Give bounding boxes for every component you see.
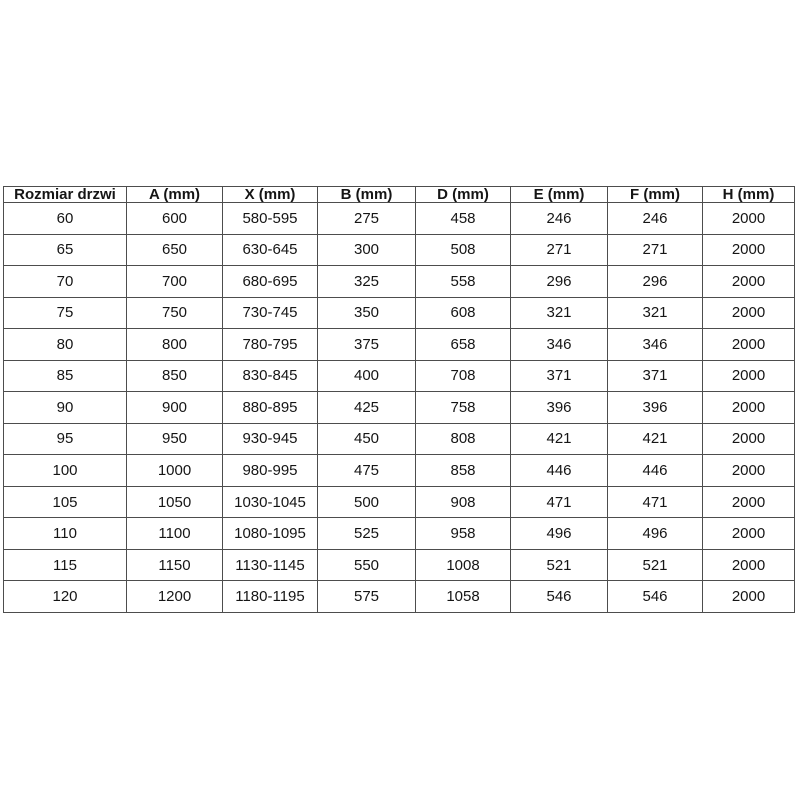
table-cell: 858 — [416, 455, 511, 487]
table-row — [4, 203, 795, 235]
table-cell: 2000 — [703, 549, 795, 581]
table-cell: 471 — [608, 486, 703, 518]
table-cell: 508 — [416, 234, 511, 266]
table-cell: 1058 — [416, 581, 511, 613]
door-size-dimensions-table — [3, 186, 795, 613]
table-cell: 271 — [608, 234, 703, 266]
table-cell: 75 — [4, 297, 127, 329]
table-cell: 650 — [127, 234, 223, 266]
table-cell: 1150 — [127, 549, 223, 581]
table-cell: 1180-1195 — [223, 581, 318, 613]
table-row — [4, 234, 795, 266]
table-cell: 350 — [318, 297, 416, 329]
table-cell: 120 — [4, 581, 127, 613]
table-cell: 100 — [4, 455, 127, 487]
table-row — [4, 486, 795, 518]
table-cell: 325 — [318, 266, 416, 298]
table-cell: 2000 — [703, 518, 795, 550]
table-cell: 105 — [4, 486, 127, 518]
table-cell: 880-895 — [223, 392, 318, 424]
table-row — [4, 518, 795, 550]
table-cell: 1008 — [416, 549, 511, 581]
table-cell: 908 — [416, 486, 511, 518]
column-header: A (mm) — [127, 187, 223, 203]
table-cell: 70 — [4, 266, 127, 298]
table-cell: 85 — [4, 360, 127, 392]
table-cell: 60 — [4, 203, 127, 235]
table-cell: 271 — [511, 234, 608, 266]
table-cell: 546 — [511, 581, 608, 613]
table-cell: 321 — [608, 297, 703, 329]
table-cell: 371 — [608, 360, 703, 392]
table-cell: 1080-1095 — [223, 518, 318, 550]
table-cell: 496 — [608, 518, 703, 550]
table-row — [4, 455, 795, 487]
table-cell: 2000 — [703, 297, 795, 329]
table-cell: 2000 — [703, 203, 795, 235]
table-cell: 446 — [511, 455, 608, 487]
table-cell: 546 — [608, 581, 703, 613]
table-cell: 2000 — [703, 266, 795, 298]
table-cell: 346 — [608, 329, 703, 361]
table-cell: 80 — [4, 329, 127, 361]
table-cell: 900 — [127, 392, 223, 424]
table-cell: 2000 — [703, 329, 795, 361]
table-row — [4, 329, 795, 361]
column-header: D (mm) — [416, 187, 511, 203]
table-cell: 658 — [416, 329, 511, 361]
table-cell: 371 — [511, 360, 608, 392]
table-cell: 608 — [416, 297, 511, 329]
table-row — [4, 581, 795, 613]
table-cell: 396 — [608, 392, 703, 424]
header-row — [4, 187, 795, 203]
table-cell: 500 — [318, 486, 416, 518]
table-cell: 1030-1045 — [223, 486, 318, 518]
table-cell: 521 — [511, 549, 608, 581]
table-cell: 2000 — [703, 581, 795, 613]
table-cell: 521 — [608, 549, 703, 581]
table-cell: 750 — [127, 297, 223, 329]
table-cell: 300 — [318, 234, 416, 266]
table-cell: 2000 — [703, 360, 795, 392]
table-cell: 780-795 — [223, 329, 318, 361]
column-header: F (mm) — [608, 187, 703, 203]
table-row — [4, 266, 795, 298]
column-header: E (mm) — [511, 187, 608, 203]
table-cell: 630-645 — [223, 234, 318, 266]
table-cell: 346 — [511, 329, 608, 361]
table-row — [4, 549, 795, 581]
table-cell: 1050 — [127, 486, 223, 518]
table-cell: 558 — [416, 266, 511, 298]
table-cell: 550 — [318, 549, 416, 581]
table-cell: 458 — [416, 203, 511, 235]
table-cell: 1000 — [127, 455, 223, 487]
table-cell: 1200 — [127, 581, 223, 613]
table-cell: 758 — [416, 392, 511, 424]
table-cell: 446 — [608, 455, 703, 487]
table-cell: 396 — [511, 392, 608, 424]
table-cell: 850 — [127, 360, 223, 392]
table-cell: 115 — [4, 549, 127, 581]
table-cell: 575 — [318, 581, 416, 613]
column-header: Rozmiar drzwi — [4, 187, 127, 203]
table-cell: 950 — [127, 423, 223, 455]
table-cell: 296 — [608, 266, 703, 298]
table-cell: 800 — [127, 329, 223, 361]
table-cell: 600 — [127, 203, 223, 235]
table-cell: 580-595 — [223, 203, 318, 235]
table-cell: 2000 — [703, 455, 795, 487]
table-row — [4, 360, 795, 392]
column-header: X (mm) — [223, 187, 318, 203]
table-cell: 475 — [318, 455, 416, 487]
table-row — [4, 392, 795, 424]
table-row — [4, 297, 795, 329]
table-cell: 700 — [127, 266, 223, 298]
table-cell: 275 — [318, 203, 416, 235]
table-body — [4, 203, 795, 613]
table-cell: 2000 — [703, 392, 795, 424]
table-cell: 2000 — [703, 423, 795, 455]
table-cell: 110 — [4, 518, 127, 550]
table-cell: 246 — [511, 203, 608, 235]
table-cell: 95 — [4, 423, 127, 455]
table-cell: 730-745 — [223, 297, 318, 329]
table-cell: 471 — [511, 486, 608, 518]
table-cell: 680-695 — [223, 266, 318, 298]
table-cell: 400 — [318, 360, 416, 392]
column-header: H (mm) — [703, 187, 795, 203]
table-cell: 830-845 — [223, 360, 318, 392]
table-cell: 930-945 — [223, 423, 318, 455]
table-cell: 450 — [318, 423, 416, 455]
table-cell: 2000 — [703, 234, 795, 266]
table-cell: 496 — [511, 518, 608, 550]
table-cell: 525 — [318, 518, 416, 550]
table-cell: 958 — [416, 518, 511, 550]
table-cell: 246 — [608, 203, 703, 235]
table-cell: 808 — [416, 423, 511, 455]
table-cell: 65 — [4, 234, 127, 266]
table-cell: 321 — [511, 297, 608, 329]
table-cell: 90 — [4, 392, 127, 424]
table-cell: 980-995 — [223, 455, 318, 487]
column-header: B (mm) — [318, 187, 416, 203]
table-cell: 421 — [511, 423, 608, 455]
table-cell: 1100 — [127, 518, 223, 550]
table-cell: 425 — [318, 392, 416, 424]
table-cell: 421 — [608, 423, 703, 455]
table-cell: 375 — [318, 329, 416, 361]
table-cell: 296 — [511, 266, 608, 298]
table-cell: 2000 — [703, 486, 795, 518]
table-cell: 1130-1145 — [223, 549, 318, 581]
table-row — [4, 423, 795, 455]
table-cell: 708 — [416, 360, 511, 392]
